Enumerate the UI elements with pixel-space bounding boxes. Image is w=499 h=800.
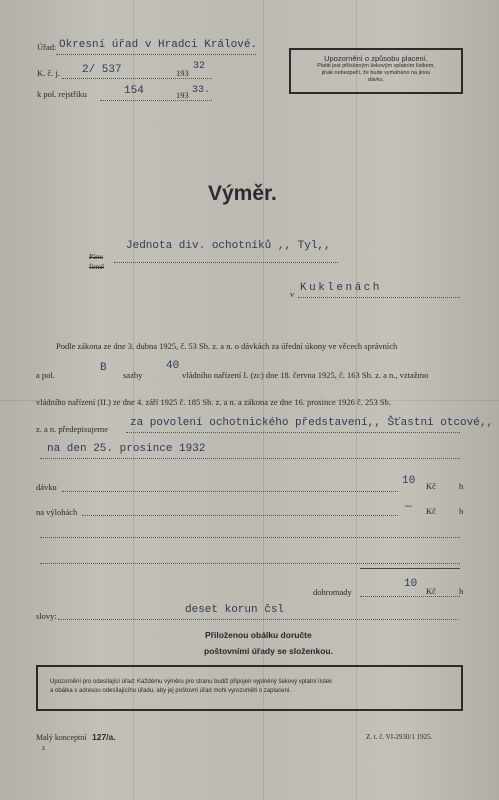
- body-line: a pol.: [36, 370, 55, 380]
- expenses-value: —: [405, 501, 412, 513]
- form-number: 127/a.: [92, 732, 116, 742]
- expenses-currency: Kč: [426, 506, 436, 516]
- recipient-name: Jednota div. ochotníků ,, Tyl,,: [126, 240, 331, 252]
- total-value: 10: [404, 578, 418, 590]
- expenses-dots: [82, 515, 398, 516]
- struck-salutation: Pánu: [89, 253, 103, 261]
- office-dots: [56, 54, 256, 55]
- payment-notice-title: Upozornění o způsobu placení.: [324, 54, 428, 63]
- expenses-heller: h: [459, 506, 464, 516]
- payment-notice-line: Platiti jest přiloženým šekovým vplatním lístkem,: [317, 63, 435, 69]
- body-line: z. a n. předepisujeme: [36, 424, 108, 434]
- total-currency: Kč: [426, 586, 436, 596]
- fee-label: dávku: [36, 482, 57, 492]
- total-heller: h: [459, 586, 464, 596]
- total-label: dohromady: [313, 587, 352, 597]
- form-label: Malý konceptní: [36, 733, 87, 742]
- payment-notice-box: [289, 48, 463, 94]
- fee-value: 10: [402, 475, 416, 487]
- ref-year-prefix: 193: [176, 68, 189, 78]
- place-dots: [298, 297, 460, 298]
- recipient-place: Kuklenách: [300, 282, 382, 294]
- recipient-dots: [114, 262, 338, 263]
- fee-dots: [62, 491, 398, 492]
- form-sub: z: [42, 744, 46, 752]
- register-value: 154: [124, 85, 144, 97]
- register-year-prefix: 193: [176, 90, 189, 100]
- register-year-suffix: 33.: [192, 85, 211, 96]
- sender-notice-line: a obálka s adresou odesílajícího úřadu, aby jej poštovní úřad mohl vyrozuměti o zaplacení.: [50, 688, 292, 694]
- expenses-label: na výlohách: [36, 507, 78, 517]
- fee-currency: Kč: [426, 481, 436, 491]
- place-prefix: v: [290, 289, 295, 299]
- event-date: na den 25. prosince 1932: [47, 443, 206, 455]
- fee-heller: h: [459, 481, 464, 491]
- payment-notice-line: jinak nebezpečí, že bude vymáháno na jinou: [321, 70, 431, 76]
- document-title: Výměr.: [208, 182, 277, 205]
- body-line: sazby: [123, 370, 143, 380]
- blank-line: [40, 563, 460, 564]
- in-words-label: slovy:: [36, 611, 57, 621]
- ref-dots: [62, 78, 212, 79]
- office-label: Úřad:: [37, 42, 57, 52]
- ref-year-suffix: 32: [193, 61, 206, 72]
- register-dots: [100, 100, 212, 101]
- in-words-value: deset korun čsl: [185, 604, 285, 616]
- body-line: Podle zákona ze dne 3. dubna 1925, č. 53 Sb. z. a n. o dávkách za úřední úkony ve věcech správních: [56, 341, 398, 351]
- sender-notice-box: [36, 665, 463, 711]
- body-line: vládního nařízení (II.) ze dne 4. září 1925 č. 185 Sb. z. a n. a zákona ze dne 16. prosince 1926 č. 253 Sb.: [36, 397, 391, 407]
- ref-label: K. č. j.: [37, 68, 60, 78]
- office-value: Okresní úřad v Hradci Králové.: [59, 39, 258, 51]
- total-rule: [360, 568, 460, 569]
- total-dots: [360, 596, 460, 597]
- body-line: vládního nařízení I. (zc) dne 18. června 1925, č. 163 Sb. z. a n., vztažmo: [182, 370, 429, 380]
- purpose-dots: [126, 432, 460, 433]
- ref-value: 2/ 537: [82, 64, 122, 76]
- sender-notice-line: Upozornění pro odesílající úřad: Každému výměru pro stranu budiž připojen vyplněný šekový vplatní lístek: [50, 679, 333, 685]
- policy-letter: B: [100, 362, 107, 374]
- stamp-line: Přiloženou obálku doručte: [205, 630, 312, 640]
- purpose-text: za povolení ochotnického představení,, Šťastní otcové,,: [130, 417, 494, 429]
- blank-line: [40, 537, 460, 538]
- stamp-line: poštovními úřady se složenkou.: [204, 646, 333, 656]
- struck-salutation: firmě: [89, 263, 105, 271]
- payment-notice-line: dávku.: [367, 77, 385, 83]
- print-reference: Z. t. č. VI-2930/1 1925.: [366, 733, 433, 741]
- register-label: k pol. rejstříku: [37, 89, 87, 99]
- in-words-dots: [58, 619, 458, 620]
- date-dots: [40, 458, 460, 459]
- tariff-number: 40: [166, 360, 180, 372]
